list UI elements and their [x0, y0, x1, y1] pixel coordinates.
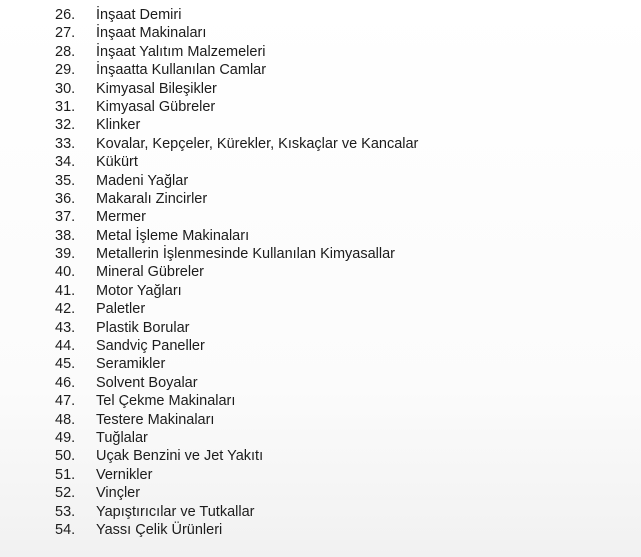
item-label: Makaralı Zincirler — [96, 190, 208, 207]
item-number: 52. — [55, 485, 76, 502]
item-number: 46. — [55, 374, 76, 391]
item-number: 33. — [55, 135, 76, 152]
item-number: 50. — [55, 448, 76, 465]
item-label: Kükürt — [96, 154, 138, 171]
item-label: Kimyasal Bileşikler — [96, 80, 217, 97]
item-label: Kimyasal Gübreler — [96, 98, 216, 115]
item-label: Yassı Çelik Ürünleri — [96, 521, 223, 538]
item-label: Mineral Gübreler — [96, 264, 204, 281]
item-number: 37. — [55, 209, 76, 226]
item-number: 54. — [55, 521, 76, 538]
item-label: Metal İşleme Makinaları — [96, 227, 250, 244]
item-label: Testere Makinaları — [96, 411, 215, 428]
item-label: Vinçler — [96, 485, 141, 502]
item-number: 36. — [55, 190, 76, 207]
item-number: 43. — [55, 319, 76, 336]
item-number: 29. — [55, 62, 76, 79]
item-number: 35. — [55, 172, 76, 189]
item-label: Seramikler — [96, 356, 166, 373]
item-number: 47. — [55, 393, 76, 410]
item-number: 30. — [55, 80, 76, 97]
item-number: 51. — [55, 466, 76, 483]
item-number: 42. — [55, 301, 76, 318]
item-number: 44. — [55, 338, 76, 355]
item-number: 41. — [55, 282, 76, 299]
item-label: Plastik Borular — [96, 319, 190, 336]
item-number: 45. — [55, 356, 76, 373]
item-label: Mermer — [96, 209, 146, 226]
item-label: Vernikler — [96, 466, 153, 483]
item-label: İnşaat Demiri — [96, 7, 182, 23]
item-label: Tuğlalar — [96, 429, 148, 446]
item-number: 38. — [55, 227, 76, 244]
item-label: Paletler — [96, 301, 146, 318]
item-label: İnşaat Yalıtım Malzemeleri — [96, 43, 266, 60]
item-label: Metallerin İşlenmesinde Kullanılan Kimyasallar — [96, 246, 395, 263]
item-number: 49. — [55, 429, 76, 446]
item-label: Klinker — [96, 117, 141, 134]
item-label: Madeni Yağlar — [96, 172, 189, 189]
item-number: 48. — [55, 411, 76, 428]
item-number: 31. — [55, 98, 76, 115]
item-label: Motor Yağları — [96, 282, 182, 299]
item-label: Uçak Benzini ve Jet Yakıtı — [96, 448, 264, 465]
item-number: 40. — [55, 264, 76, 281]
item-label: Kovalar, Kepçeler, Kürekler, Kıskaçlar ve Kancalar — [96, 135, 419, 152]
item-number: 27. — [55, 25, 76, 42]
item-number: 32. — [55, 117, 76, 134]
item-label: Tel Çekme Makinaları — [96, 393, 236, 410]
item-label: İnşaat Makinaları — [96, 25, 207, 42]
item-label: Yapıştırıcılar ve Tutkallar — [96, 503, 255, 520]
item-number: 53. — [55, 503, 76, 520]
item-number: 39. — [55, 246, 76, 263]
item-number: 26. — [55, 7, 76, 23]
item-label: Sandviç Paneller — [96, 338, 205, 355]
item-number: 28. — [55, 43, 76, 60]
item-number: 34. — [55, 154, 76, 171]
item-label: İnşaatta Kullanılan Camlar — [96, 62, 267, 79]
item-label: Solvent Boyalar — [96, 374, 198, 391]
